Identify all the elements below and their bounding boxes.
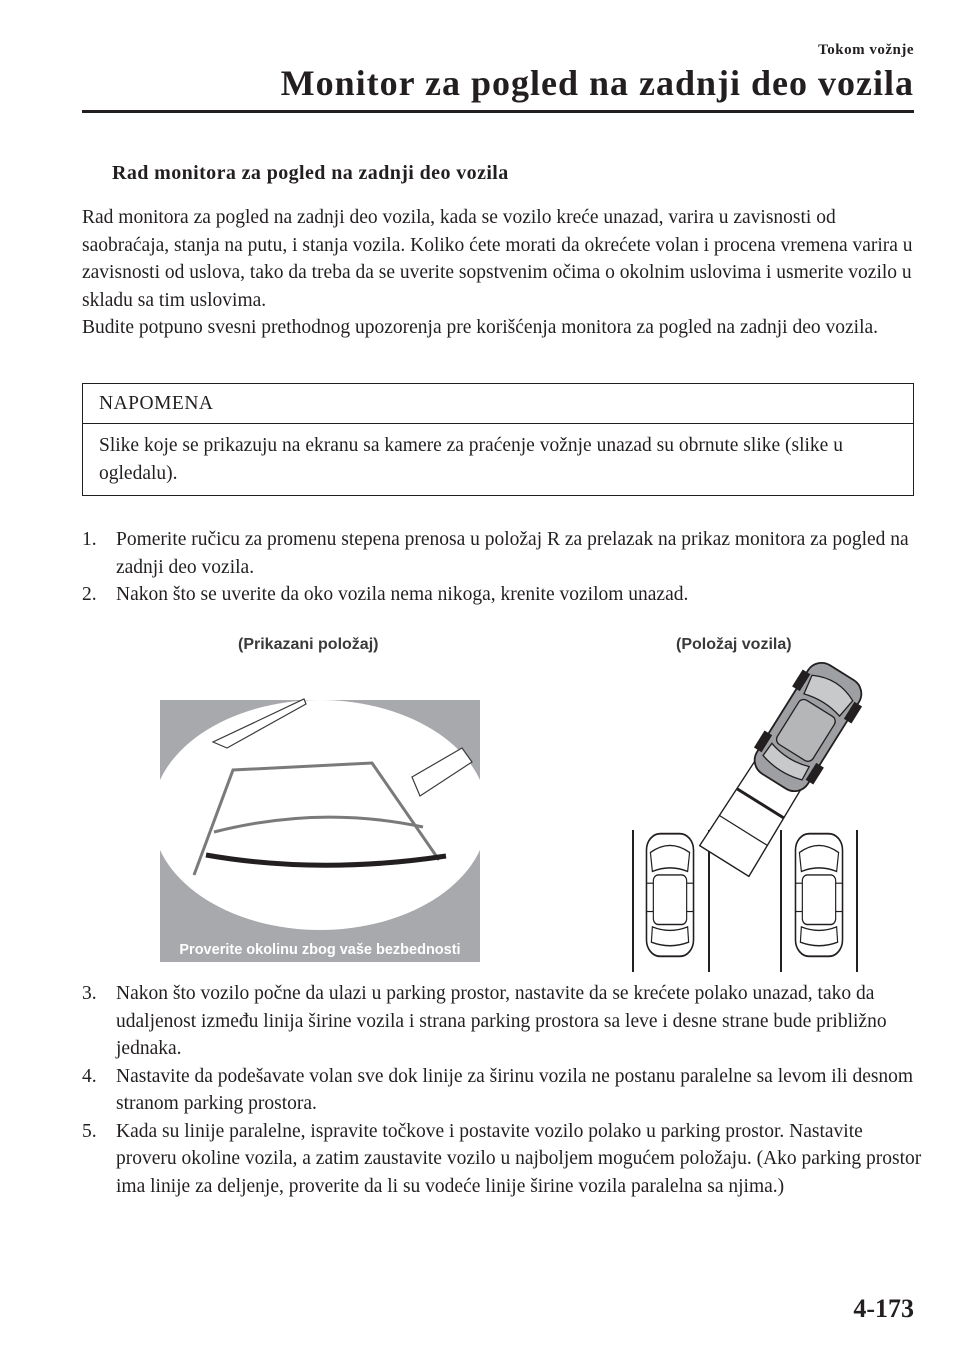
step-text: Pomerite ručicu za promenu stepena prenosa u položaj R za prelazak na prikaz monitora za pogled na zadnji deo vozila. — [116, 529, 909, 578]
section-heading: Rad monitora za pogled na zadnji deo vozila — [112, 162, 509, 184]
step-number: 4. — [82, 1065, 97, 1087]
displayed-position-label: (Prikazani položaj) — [238, 636, 379, 653]
reversing-car — [695, 654, 872, 879]
step-number: 2. — [82, 584, 97, 605]
step-text: Nastavite da podešavate volan sve dok linije za širinu vozila ne postanu paralelne sa levom ili desnom stranom parking prostora. — [116, 1065, 914, 1114]
parked-car-right — [795, 834, 842, 957]
parked-car-left — [646, 834, 693, 957]
intro-paragraph: Budite potpuno svesni prethodnog upozorenja pre korišćenja monitora za pogled na zadnji deo vozila. — [82, 317, 879, 338]
list-item — [82, 980, 922, 1063]
note-text: Slike koje se prikazuju na ekranu sa kamere za praćenje vožnje unazad su obrnute slike (slike u ogledalu). — [99, 435, 843, 484]
step-number: 1. — [82, 529, 97, 550]
camera-screen — [152, 699, 488, 962]
list-item — [82, 1118, 922, 1201]
step-text: Kada su linije paralelne, ispravite točkove i postavite vozilo polako u parking prostor. Nastavite proveru okoline vozila, a zatim zaustavite vozilo u najboljem mogućem položaju. (Ako parking prostor ima linije za deljenje, proverite da li su vodeće linije širine vozila paralelna sa njima.) — [116, 1120, 922, 1197]
screen-caption: Proverite okolinu zbog vaše bezbednosti — [179, 942, 461, 958]
running-header: Tokom vožnje — [818, 42, 914, 58]
vehicle-position-label: (Položaj vozila) — [676, 636, 792, 653]
note-heading: NAPOMENA — [83, 384, 913, 424]
step-number: 5. — [82, 1120, 97, 1142]
step-text: Nakon što se uverite da oko vozila nema nikoga, krenite vozilom unazad. — [116, 584, 689, 605]
intro-paragraph: Rad monitora za pogled na zadnji deo vozila, kada se vozilo kreće unazad, varira u zavisnosti od saobraćaja, stanja na putu, i stanja vozila. Koliko ćete morati da okrećete volan i procena vremena varira u zavisnosti od uslova, tako da treba da se uverite sopstvenim očima o okolnim uslovima i usmerite vozilo u skladu sa tim uslovima. — [82, 207, 913, 311]
list-item — [82, 1063, 922, 1118]
page-number: 4-173 — [853, 1294, 914, 1323]
screen-view-area — [152, 700, 488, 930]
steps-list — [82, 980, 922, 1200]
step-number: 3. — [82, 983, 97, 1004]
page-title: Monitor za pogled na zadnji deo vozila — [280, 63, 914, 103]
step-text: Nakon što vozilo počne da ulazi u parking prostor, nastavite da se krećete polako unazad, tako da udaljenost između linija širine vozila i strana parking prostora sa leve i desne strane bude približno jednaka. — [116, 983, 887, 1059]
